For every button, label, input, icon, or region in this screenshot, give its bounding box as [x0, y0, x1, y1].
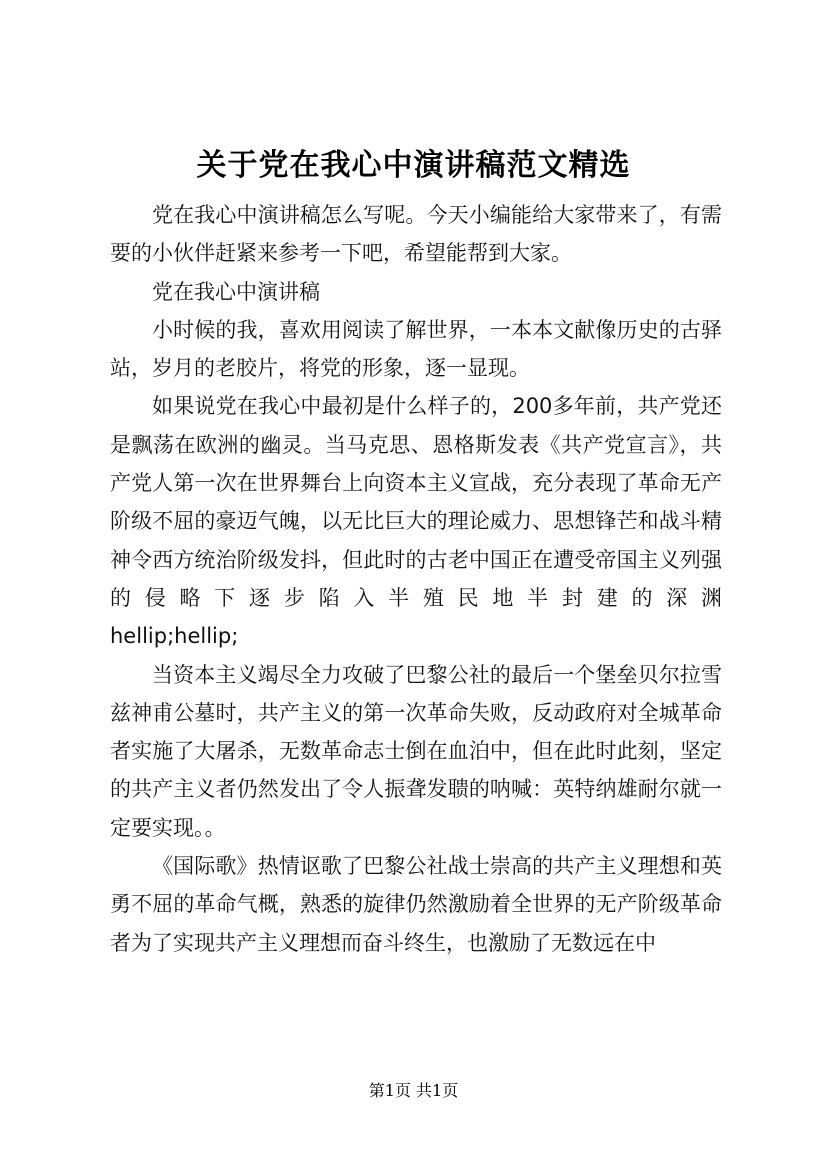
paragraph-internationale: 《国际歌》热情讴歌了巴黎公社战士崇高的共产主义理想和英勇不屈的革命气概，熟悉的旋律仍然激励着全世界的无产阶级革命者为了实现共产主义理想而奋斗终生，也激励了无数远在中: [110, 854, 722, 955]
paragraph-manifesto: 如果说党在我心中最初是什么样子的，200多年前，共产党还是飘荡在欧洲的幽灵。当马克思、恩格斯发表《共产党宣言》，共产党人第一次在世界舞台上向资本主义宣战，充分表现了革命无产阶级不屈的豪迈气魄，以无比巨大的理论威力、思想锋芒和战斗精神令西方统治阶级发抖，但此时的古老中国正在遭受帝国主义列强的侵略下逐步陷入半殖民地半封建的深渊: [110, 394, 722, 610]
page-number-footer: 第1页 共1页: [368, 1081, 459, 1100]
paragraph-intro: 党在我心中演讲稿怎么写呢。今天小编能给大家带来了，有需要的小伙伴赶紧来参考一下吧，希望能帮到大家。: [110, 203, 722, 266]
paragraph-ellipsis: hellip;hellip;: [110, 624, 239, 649]
paragraph-childhood: 小时候的我，喜欢用阅读了解世界，一本本文献像历史的古驿站，岁月的老胶片，将党的形象，逐一显现。: [110, 317, 722, 381]
paragraph-heading: 党在我心中演讲稿: [152, 279, 320, 304]
paragraph-paris-commune: 当资本主义竭尽全力攻破了巴黎公社的最后一个堡垒贝尔拉雪兹神甫公墓时，共产主义的第一次革命失败，反动政府对全城革命者实施了大屠杀，无数革命志士倒在血泊中，但在此时此刻，坚定的共产主义者仍然发出了令人振聋发聩的呐喊：英特纳雄耐尔就一定要实现。。: [110, 662, 722, 840]
document-title: 关于党在我心中演讲稿范文精选: [196, 148, 631, 183]
document-body: [110, 196, 722, 962]
